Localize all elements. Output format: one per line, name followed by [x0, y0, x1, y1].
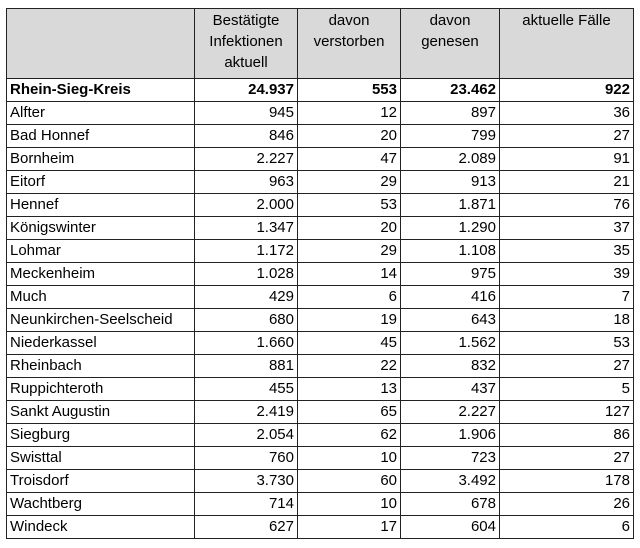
deceased-cell: 62 — [298, 424, 401, 447]
table-row — [7, 309, 634, 332]
table-row — [7, 355, 634, 378]
current-cases-cell: 91 — [500, 148, 634, 171]
municipality-name-cell: Alfter — [7, 102, 195, 125]
deceased-cell: 12 — [298, 102, 401, 125]
deceased-cell: 13 — [298, 378, 401, 401]
municipality-name-cell: Ruppichteroth — [7, 378, 195, 401]
table-row — [7, 470, 634, 493]
header-deceased: davon verstorben — [298, 9, 401, 79]
confirmed-infections-cell: 945 — [195, 102, 298, 125]
header-recovered: davon genesen — [401, 9, 500, 79]
current-cases-cell: 76 — [500, 194, 634, 217]
recovered-cell: 3.492 — [401, 470, 500, 493]
municipality-name-cell: Bad Honnef — [7, 125, 195, 148]
deceased-cell: 6 — [298, 286, 401, 309]
current-cases-cell: 7 — [500, 286, 634, 309]
table-row — [7, 102, 634, 125]
municipality-name-cell: Swisttal — [7, 447, 195, 470]
deceased-cell: 60 — [298, 470, 401, 493]
recovered-cell: 437 — [401, 378, 500, 401]
current-cases-cell: 27 — [500, 447, 634, 470]
deceased-cell: 45 — [298, 332, 401, 355]
deceased-cell: 53 — [298, 194, 401, 217]
table-row — [7, 148, 634, 171]
current-cases-cell: 27 — [500, 125, 634, 148]
header-current-cases: aktuelle Fälle — [500, 9, 634, 79]
deceased-cell: 20 — [298, 217, 401, 240]
municipality-name-cell: Hennef — [7, 194, 195, 217]
confirmed-infections-cell: 2.419 — [195, 401, 298, 424]
municipality-name-cell: Much — [7, 286, 195, 309]
table-row — [7, 217, 634, 240]
table-row — [7, 447, 634, 470]
table-row — [7, 286, 634, 309]
current-cases-cell: 26 — [500, 493, 634, 516]
recovered-cell: 1.290 — [401, 217, 500, 240]
deceased-cell: 20 — [298, 125, 401, 148]
recovered-cell: 643 — [401, 309, 500, 332]
current-cases-cell: 86 — [500, 424, 634, 447]
confirmed-infections-cell: 760 — [195, 447, 298, 470]
recovered-cell: 2.227 — [401, 401, 500, 424]
municipality-name-cell: Meckenheim — [7, 263, 195, 286]
confirmed-infections-cell: 1.660 — [195, 332, 298, 355]
recovered-cell: 1.906 — [401, 424, 500, 447]
municipality-name-cell: Bornheim — [7, 148, 195, 171]
current-cases-cell: 36 — [500, 102, 634, 125]
current-cases-cell: 27 — [500, 355, 634, 378]
municipality-name-cell: Windeck — [7, 516, 195, 539]
municipality-name-cell: Neunkirchen-Seelscheid — [7, 309, 195, 332]
recovered-cell: 416 — [401, 286, 500, 309]
municipality-name-cell: Wachtberg — [7, 493, 195, 516]
total-current: 922 — [500, 79, 634, 102]
recovered-cell: 723 — [401, 447, 500, 470]
confirmed-infections-cell: 3.730 — [195, 470, 298, 493]
confirmed-infections-cell: 429 — [195, 286, 298, 309]
confirmed-infections-cell: 2.227 — [195, 148, 298, 171]
municipality-name-cell: Rheinbach — [7, 355, 195, 378]
recovered-cell: 897 — [401, 102, 500, 125]
table-row — [7, 401, 634, 424]
deceased-cell: 29 — [298, 171, 401, 194]
current-cases-cell: 178 — [500, 470, 634, 493]
table-row — [7, 424, 634, 447]
current-cases-cell: 39 — [500, 263, 634, 286]
confirmed-infections-cell: 455 — [195, 378, 298, 401]
confirmed-infections-cell: 1.172 — [195, 240, 298, 263]
deceased-cell: 47 — [298, 148, 401, 171]
current-cases-cell: 18 — [500, 309, 634, 332]
current-cases-cell: 35 — [500, 240, 634, 263]
table-row — [7, 332, 634, 355]
deceased-cell: 65 — [298, 401, 401, 424]
infection-table-container — [6, 8, 634, 539]
deceased-cell: 17 — [298, 516, 401, 539]
total-confirmed: 24.937 — [195, 79, 298, 102]
confirmed-infections-cell: 2.054 — [195, 424, 298, 447]
recovered-cell: 1.108 — [401, 240, 500, 263]
table-row — [7, 516, 634, 539]
table-row — [7, 493, 634, 516]
deceased-cell: 14 — [298, 263, 401, 286]
table-header — [7, 9, 634, 79]
confirmed-infections-cell: 846 — [195, 125, 298, 148]
municipality-name-cell: Sankt Augustin — [7, 401, 195, 424]
deceased-cell: 29 — [298, 240, 401, 263]
current-cases-cell: 6 — [500, 516, 634, 539]
municipality-name-cell: Königswinter — [7, 217, 195, 240]
confirmed-infections-cell: 1.028 — [195, 263, 298, 286]
recovered-cell: 2.089 — [401, 148, 500, 171]
deceased-cell: 19 — [298, 309, 401, 332]
municipality-name-cell: Eitorf — [7, 171, 195, 194]
confirmed-infections-cell: 2.000 — [195, 194, 298, 217]
deceased-cell: 10 — [298, 493, 401, 516]
confirmed-infections-cell: 627 — [195, 516, 298, 539]
municipality-name-cell: Lohmar — [7, 240, 195, 263]
table-row — [7, 125, 634, 148]
table-row — [7, 263, 634, 286]
confirmed-infections-cell: 714 — [195, 493, 298, 516]
confirmed-infections-cell: 963 — [195, 171, 298, 194]
recovered-cell: 913 — [401, 171, 500, 194]
deceased-cell: 10 — [298, 447, 401, 470]
current-cases-cell: 37 — [500, 217, 634, 240]
current-cases-cell: 127 — [500, 401, 634, 424]
current-cases-cell: 21 — [500, 171, 634, 194]
table-body — [7, 79, 634, 539]
recovered-cell: 678 — [401, 493, 500, 516]
current-cases-cell: 53 — [500, 332, 634, 355]
total-recovered: 23.462 — [401, 79, 500, 102]
table-row — [7, 171, 634, 194]
recovered-cell: 832 — [401, 355, 500, 378]
confirmed-infections-cell: 1.347 — [195, 217, 298, 240]
confirmed-infections-cell: 881 — [195, 355, 298, 378]
municipality-name-cell: Niederkassel — [7, 332, 195, 355]
table-row — [7, 240, 634, 263]
recovered-cell: 975 — [401, 263, 500, 286]
header-municipality — [7, 9, 195, 79]
recovered-cell: 604 — [401, 516, 500, 539]
deceased-cell: 22 — [298, 355, 401, 378]
infection-table — [6, 8, 634, 539]
total-row — [7, 79, 634, 102]
recovered-cell: 1.871 — [401, 194, 500, 217]
header-confirmed-infections: Bestätigte Infektionen aktuell — [195, 9, 298, 79]
recovered-cell: 799 — [401, 125, 500, 148]
confirmed-infections-cell: 680 — [195, 309, 298, 332]
total-name: Rhein-Sieg-Kreis — [7, 79, 195, 102]
table-row — [7, 194, 634, 217]
municipality-name-cell: Troisdorf — [7, 470, 195, 493]
table-row — [7, 378, 634, 401]
municipality-name-cell: Siegburg — [7, 424, 195, 447]
total-deceased: 553 — [298, 79, 401, 102]
recovered-cell: 1.562 — [401, 332, 500, 355]
header-row — [7, 9, 634, 79]
current-cases-cell: 5 — [500, 378, 634, 401]
